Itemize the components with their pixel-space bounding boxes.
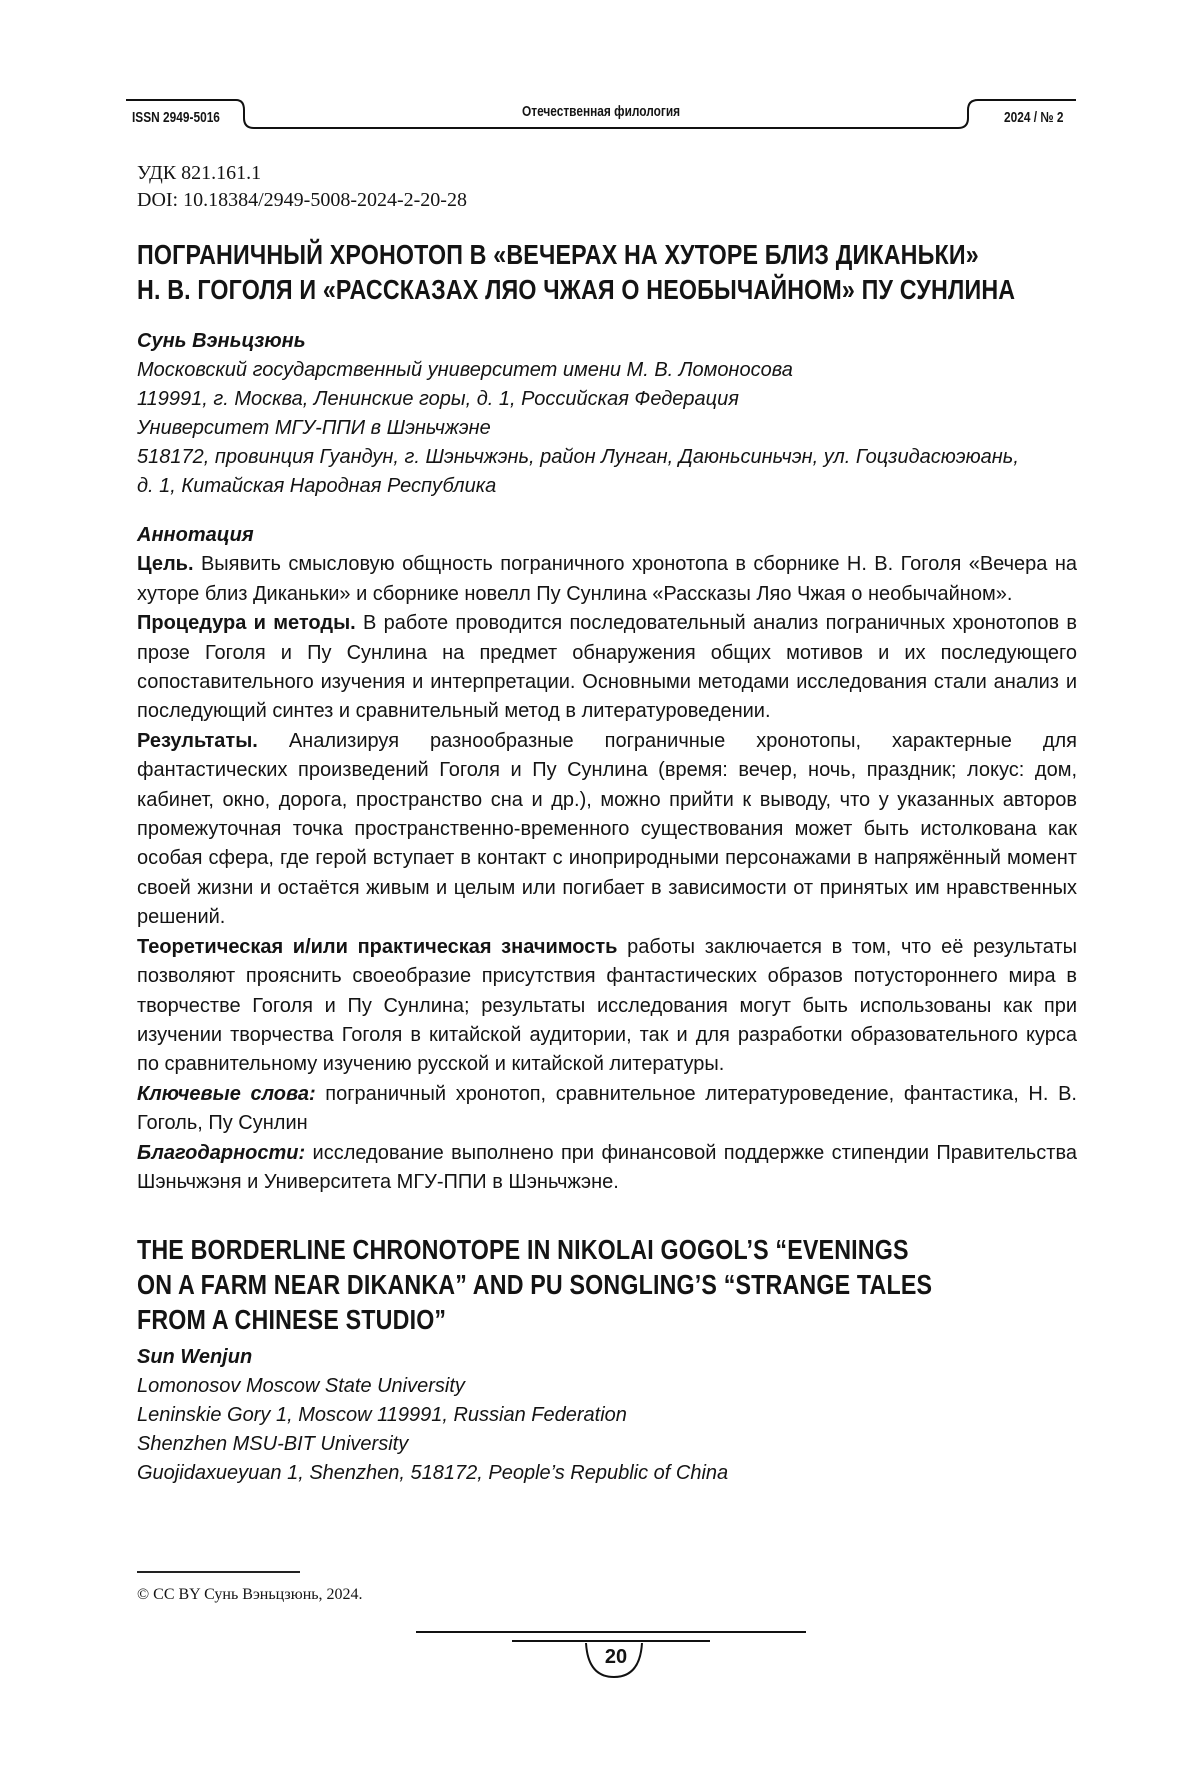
title-english (137, 1232, 934, 1337)
keywords-label: Ключевые слова: (137, 1083, 316, 1105)
abstract (137, 521, 1077, 1139)
acknowledgements (137, 1139, 1077, 1198)
header-issn: ISSN 2949-5016 (132, 110, 220, 126)
title-line: ON A FARM NEAR DIKANKA” AND PU SONGLING’S “STRANGE TALES (137, 1267, 934, 1302)
footnote-divider (137, 1571, 300, 1573)
running-header (126, 90, 1076, 140)
goal-label: Цель. (137, 553, 194, 575)
author-name: Sun Wenjun (137, 1343, 1077, 1372)
affiliation-line: Leninskie Gory 1, Moscow 119991, Russian Federation (137, 1401, 1077, 1430)
affiliation-line: Guojidaxueyuan 1, Shenzhen, 518172, People’s Republic of China (137, 1459, 1077, 1488)
journal-page (0, 0, 1200, 1783)
page-footer (416, 1631, 806, 1693)
goal-text: Выявить смысловую общность пограничного хронотопа в сборнике Н. В. Гоголя «Вечера на хуторе близ Диканьки» и сборнике новелл Пу Сунлина «Рассказы Ляо Чжая о необычайном». (137, 553, 1077, 604)
title-line: ПОГРАНИЧНЫЙ ХРОНОТОП В «ВЕЧЕРАХ НА ХУТОРЕ БЛИЗ ДИКАНЬКИ» (137, 237, 934, 272)
author-name: Сунь Вэньцзюнь (137, 327, 1077, 356)
abstract-goal (137, 550, 1077, 609)
abstract-heading: Аннотация (137, 521, 1077, 550)
page-number: 20 (596, 1646, 636, 1669)
author-block-english (137, 1343, 1077, 1488)
article-identifiers (137, 160, 467, 214)
affiliation-line: д. 1, Китайская Народная Республика (137, 472, 1077, 501)
header-issue: 2024 / № 2 (1004, 110, 1064, 126)
abstract-results (137, 727, 1077, 933)
doi-link[interactable]: DOI: 10.18384/2949-5008-2024-2-20-28 (137, 187, 467, 214)
abstract-keywords (137, 1080, 1077, 1139)
author-block-russian (137, 327, 1077, 501)
results-text: Анализируя разнообразные пограничные хронотопы, характерные для фантастических произведений Гоголя и Пу Сунлина (время: вечер, ночь, праздник; локус: дом, кабинет, окно, дорога, пространство сна и др.), можно прийти к выводу, что у указанных авторов промежуточная точка пространственно-временного существования может быть истолкована как особая сфера, где герой вступает в контакт с иноприродными персонажами в напряжённый момент своей жизни и остаётся живым и целым или погибает в зависимости от принятых им нравственных решений. (137, 730, 1077, 928)
abstract-significance (137, 933, 1077, 1080)
title-line: Н. В. ГОГОЛЯ И «РАССКАЗАХ ЛЯО ЧЖАЯ О НЕОБЫЧАЙНОМ» ПУ СУНЛИНА (137, 272, 934, 307)
significance-text: работы заключается в том, что её результаты позволяют прояснить своеобразие присутствия фантастических образов потустороннего мира в творчестве Гоголя и Пу Сунлина; результаты исследования могут быть использованы как при изучении творчества Гоголя в китайской аудитории, так и для разработки образовательного курса по сравнительному изучению русской и китайской литературы. (137, 936, 1077, 1076)
affiliation-line: Московский государственный университет имени М. В. Ломоносова (137, 356, 1077, 385)
methods-label: Процедура и методы. (137, 612, 356, 634)
abstract-methods (137, 609, 1077, 727)
title-line: THE BORDERLINE CHRONOTOPE IN NIKOLAI GOGOL’S “EVENINGS (137, 1232, 934, 1267)
copyright-footnote: © CC BY Сунь Вэньцзюнь, 2024. (137, 1586, 363, 1604)
acknowledgements-paragraph (137, 1139, 1077, 1198)
affiliation-line: 518172, провинция Гуандун, г. Шэньчжэнь, район Лунган, Даюньсиньчэн, ул. Гоцзидасюэюань, (137, 443, 1077, 472)
affiliation-line: Университет МГУ-ППИ в Шэньчжэне (137, 414, 1077, 443)
affiliation-line: 119991, г. Москва, Ленинские горы, д. 1, Российская Федерация (137, 385, 1077, 414)
affiliation-line: Shenzhen MSU-BIT University (137, 1430, 1077, 1459)
affiliation-line: Lomonosov Moscow State University (137, 1372, 1077, 1401)
keywords-text: пограничный хронотоп, сравнительное литературоведение, фантастика, Н. В. Гоголь, Пу Сунлин (137, 1083, 1077, 1134)
udk-code: УДК 821.161.1 (137, 160, 467, 187)
acknowledgements-text: исследование выполнено при финансовой поддержке стипендии Правительства Шэньчжэня и Университета МГУ-ППИ в Шэньчжэне. (137, 1142, 1077, 1193)
significance-label: Теоретическая и/или практическая значимость (137, 936, 617, 958)
title-russian (137, 237, 934, 307)
header-journal-title: Отечественная филология (522, 104, 680, 120)
title-line: FROM A CHINESE STUDIO” (137, 1302, 934, 1337)
results-label: Результаты. (137, 730, 258, 752)
methods-text: В работе проводится последовательный анализ пограничных хронотопов в прозе Гоголя и Пу Сунлина на предмет обнаружения общих мотивов и их последующего сопоставительного изучения и интерпретации. Основными методами исследования стали анализ и последующий синтез и сравнительный метод в литературоведении. (137, 612, 1077, 722)
acknowledgements-label: Благодарности: (137, 1142, 305, 1164)
